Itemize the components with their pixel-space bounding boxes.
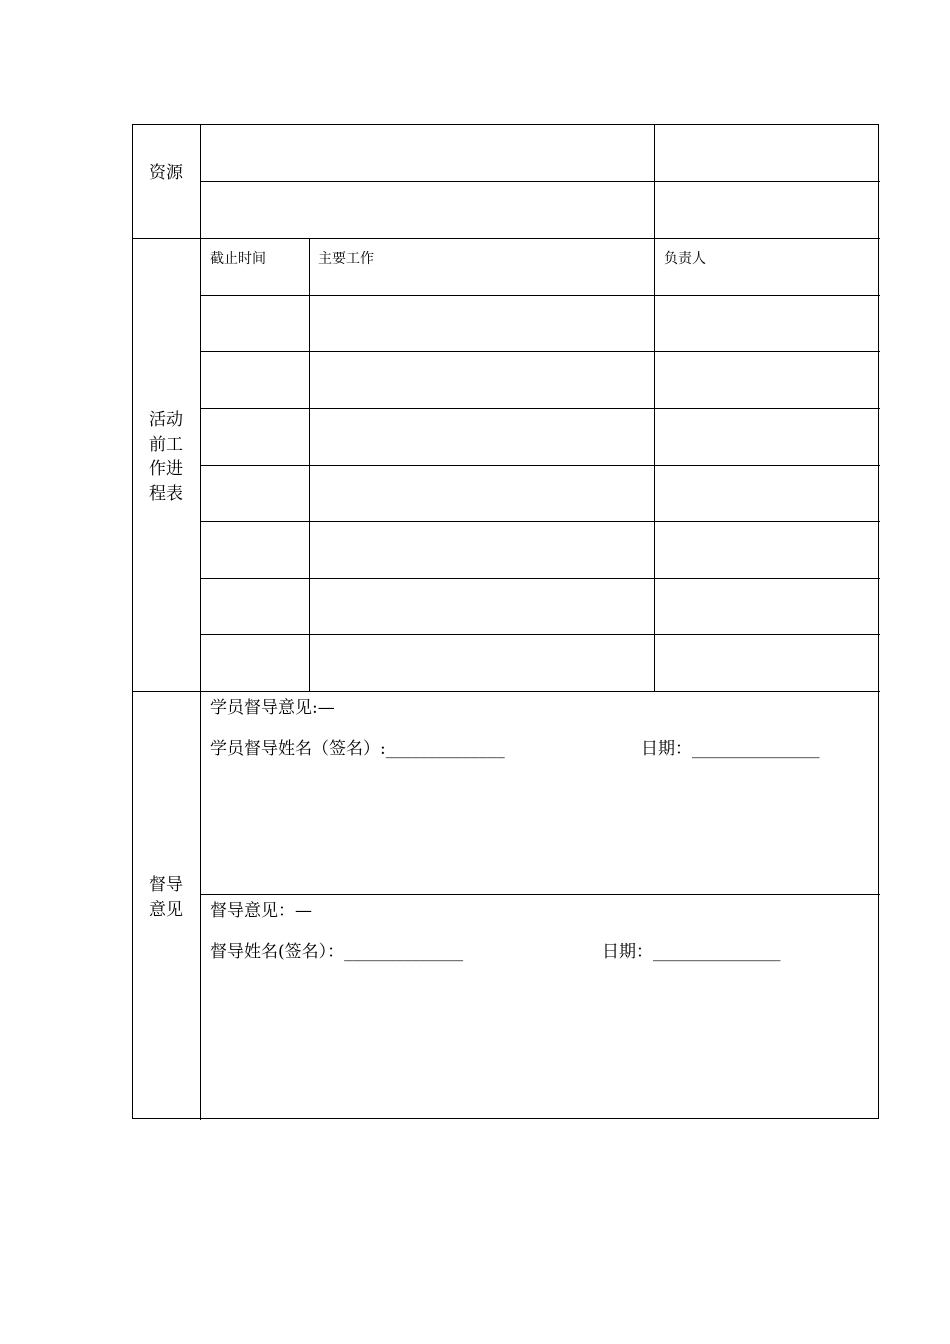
- schedule-row-divider: [200, 465, 880, 466]
- schedule-row-divider: [200, 351, 880, 352]
- student-supervision-opinion-label: 学员督导意见:—: [210, 698, 335, 718]
- resources-cell[interactable]: [201, 125, 654, 181]
- supervisor-name-field[interactable]: 督导姓名(签名）：______________: [210, 942, 464, 962]
- supervision-label: 督导 意见: [149, 875, 183, 920]
- owner-header: 负责人: [664, 251, 706, 267]
- supervision-section-top: [133, 691, 880, 692]
- student-supervisor-name-field[interactable]: 学员督导姓名（签名）:______________: [210, 739, 505, 759]
- resources-cell[interactable]: [201, 182, 654, 238]
- schedule-row-divider: [200, 295, 880, 296]
- schedule-row-divider: [200, 578, 880, 579]
- schedule-label: 活动 前工 作进 程表: [149, 410, 183, 504]
- schedule-row-divider: [200, 521, 880, 522]
- resources-label: 资源: [149, 163, 183, 183]
- deadline-header: 截止时间: [210, 251, 266, 267]
- supervision-row-divider: [200, 894, 880, 895]
- supervision-date-field[interactable]: 日期：_______________: [602, 942, 781, 962]
- schedule-row-divider: [200, 634, 880, 635]
- supervision-opinion-label: 督导意见：—: [210, 901, 312, 921]
- schedule-section-top: [133, 238, 880, 239]
- resources-cell[interactable]: [655, 182, 880, 238]
- resources-cell[interactable]: [655, 125, 880, 181]
- student-supervision-date-field[interactable]: 日期：_______________: [641, 739, 820, 759]
- schedule-row-divider: [200, 408, 880, 409]
- activity-form-table: [132, 124, 879, 1119]
- main-work-header: 主要工作: [318, 251, 374, 267]
- label-column-divider: [200, 125, 201, 1120]
